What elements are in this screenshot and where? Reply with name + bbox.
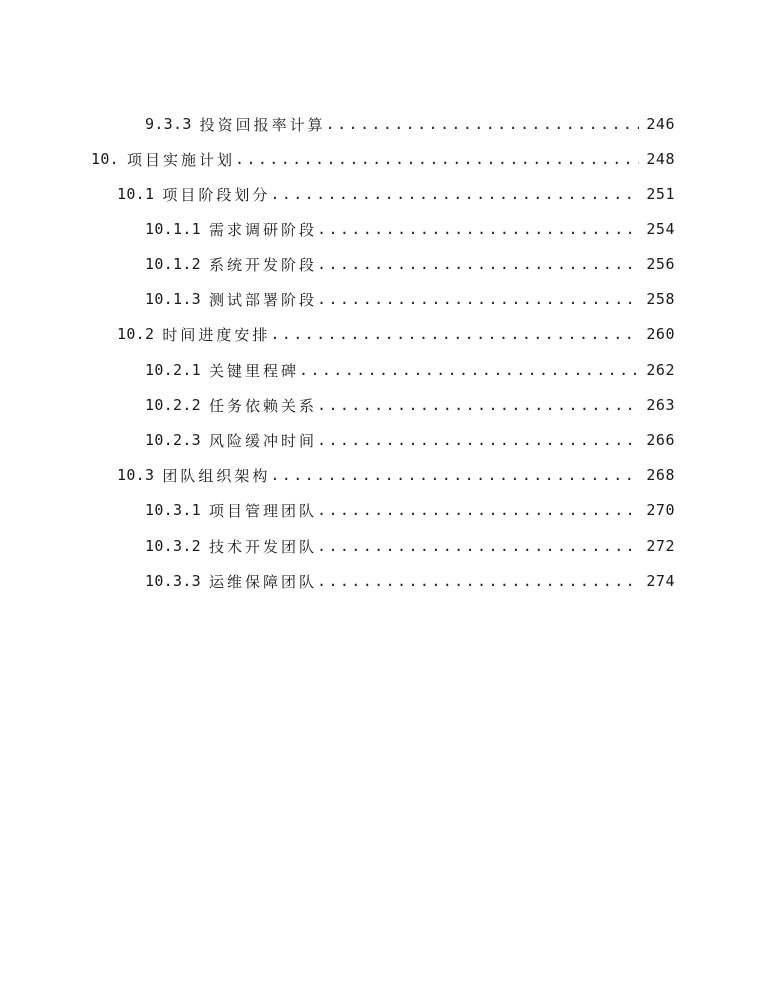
toc-leader-dots [270, 466, 639, 484]
toc-entry-number: 10.2.2 [145, 396, 201, 414]
toc-entry-page: 263 [646, 396, 675, 414]
toc-entry-title: 测试部署阶段 [209, 290, 318, 309]
toc-entry-page: 260 [646, 325, 675, 343]
toc-leader-dots [270, 185, 639, 203]
toc-leader-dots [326, 115, 639, 133]
toc-entry-page: 251 [646, 185, 675, 203]
toc-entry-number: 10.3.2 [145, 537, 201, 555]
toc-entry[interactable] [145, 111, 675, 137]
toc-entry[interactable] [145, 251, 675, 277]
toc-entry-page: 270 [646, 501, 675, 519]
toc-entry[interactable] [145, 357, 675, 383]
toc-entry-number: 10.2.3 [145, 431, 201, 449]
toc-entry-title: 项目管理团队 [209, 501, 318, 520]
toc-entry-number: 10.2 [117, 325, 155, 343]
toc-entry[interactable] [117, 462, 675, 488]
toc-entry-number: 10.1 [117, 185, 155, 203]
toc-leader-dots [317, 572, 639, 590]
toc-entry[interactable] [145, 568, 675, 594]
toc-entry-page: 268 [646, 466, 675, 484]
toc-entry-title: 团队组织架构 [162, 466, 271, 485]
toc-entry-number: 10. [91, 150, 119, 168]
toc-entry-number: 10.3.3 [145, 572, 201, 590]
toc-entry-title: 项目阶段划分 [162, 185, 271, 204]
toc-entry-number: 10.3 [117, 466, 155, 484]
toc-entry-title: 任务依赖关系 [209, 396, 318, 415]
toc-entry-page: 272 [646, 537, 675, 555]
toc-entry-page: 262 [646, 361, 675, 379]
toc-entry-title: 关键里程碑 [209, 361, 300, 380]
toc-entry-title: 项目实施计划 [127, 150, 236, 169]
toc-entry-page: 274 [646, 572, 675, 590]
toc-entry-number: 10.1.3 [145, 290, 201, 308]
toc-leader-dots [317, 501, 639, 519]
toc-entry[interactable] [145, 286, 675, 312]
toc-entry-page: 256 [646, 255, 675, 273]
toc-entry[interactable] [145, 216, 675, 242]
toc-entry-page: 248 [646, 150, 675, 168]
toc-entry-title: 技术开发团队 [209, 537, 318, 556]
toc-leader-dots [235, 150, 639, 168]
toc-leader-dots [317, 431, 639, 449]
toc-entry[interactable] [91, 146, 675, 172]
toc-leader-dots [299, 361, 639, 379]
toc-entry[interactable] [145, 533, 675, 559]
toc-entry-title: 投资回报率计算 [199, 115, 326, 134]
toc-entry-title: 运维保障团队 [209, 572, 318, 591]
toc-entry-page: 246 [646, 115, 675, 133]
toc-leader-dots [317, 290, 639, 308]
toc-entry[interactable] [117, 181, 675, 207]
toc-entry-title: 需求调研阶段 [209, 220, 318, 239]
toc-entry-number: 9.3.3 [145, 115, 192, 133]
toc-entry[interactable] [145, 392, 675, 418]
toc-entry-title: 系统开发阶段 [209, 255, 318, 274]
toc-leader-dots [317, 220, 639, 238]
toc-entry-number: 10.3.1 [145, 501, 201, 519]
toc-entry[interactable] [145, 497, 675, 523]
toc-entry-number: 10.1.2 [145, 255, 201, 273]
toc-entry[interactable] [117, 321, 675, 347]
toc-entry[interactable] [145, 427, 675, 453]
toc-entry-number: 10.1.1 [145, 220, 201, 238]
toc-leader-dots [317, 255, 639, 273]
toc-leader-dots [317, 396, 639, 414]
toc-entry-page: 266 [646, 431, 675, 449]
toc-entry-page: 254 [646, 220, 675, 238]
toc-entry-title: 风险缓冲时间 [209, 431, 318, 450]
toc-entry-title: 时间进度安排 [162, 325, 271, 344]
toc-entry-number: 10.2.1 [145, 361, 201, 379]
toc-leader-dots [270, 325, 639, 343]
toc-entry-page: 258 [646, 290, 675, 308]
toc-leader-dots [317, 537, 639, 555]
